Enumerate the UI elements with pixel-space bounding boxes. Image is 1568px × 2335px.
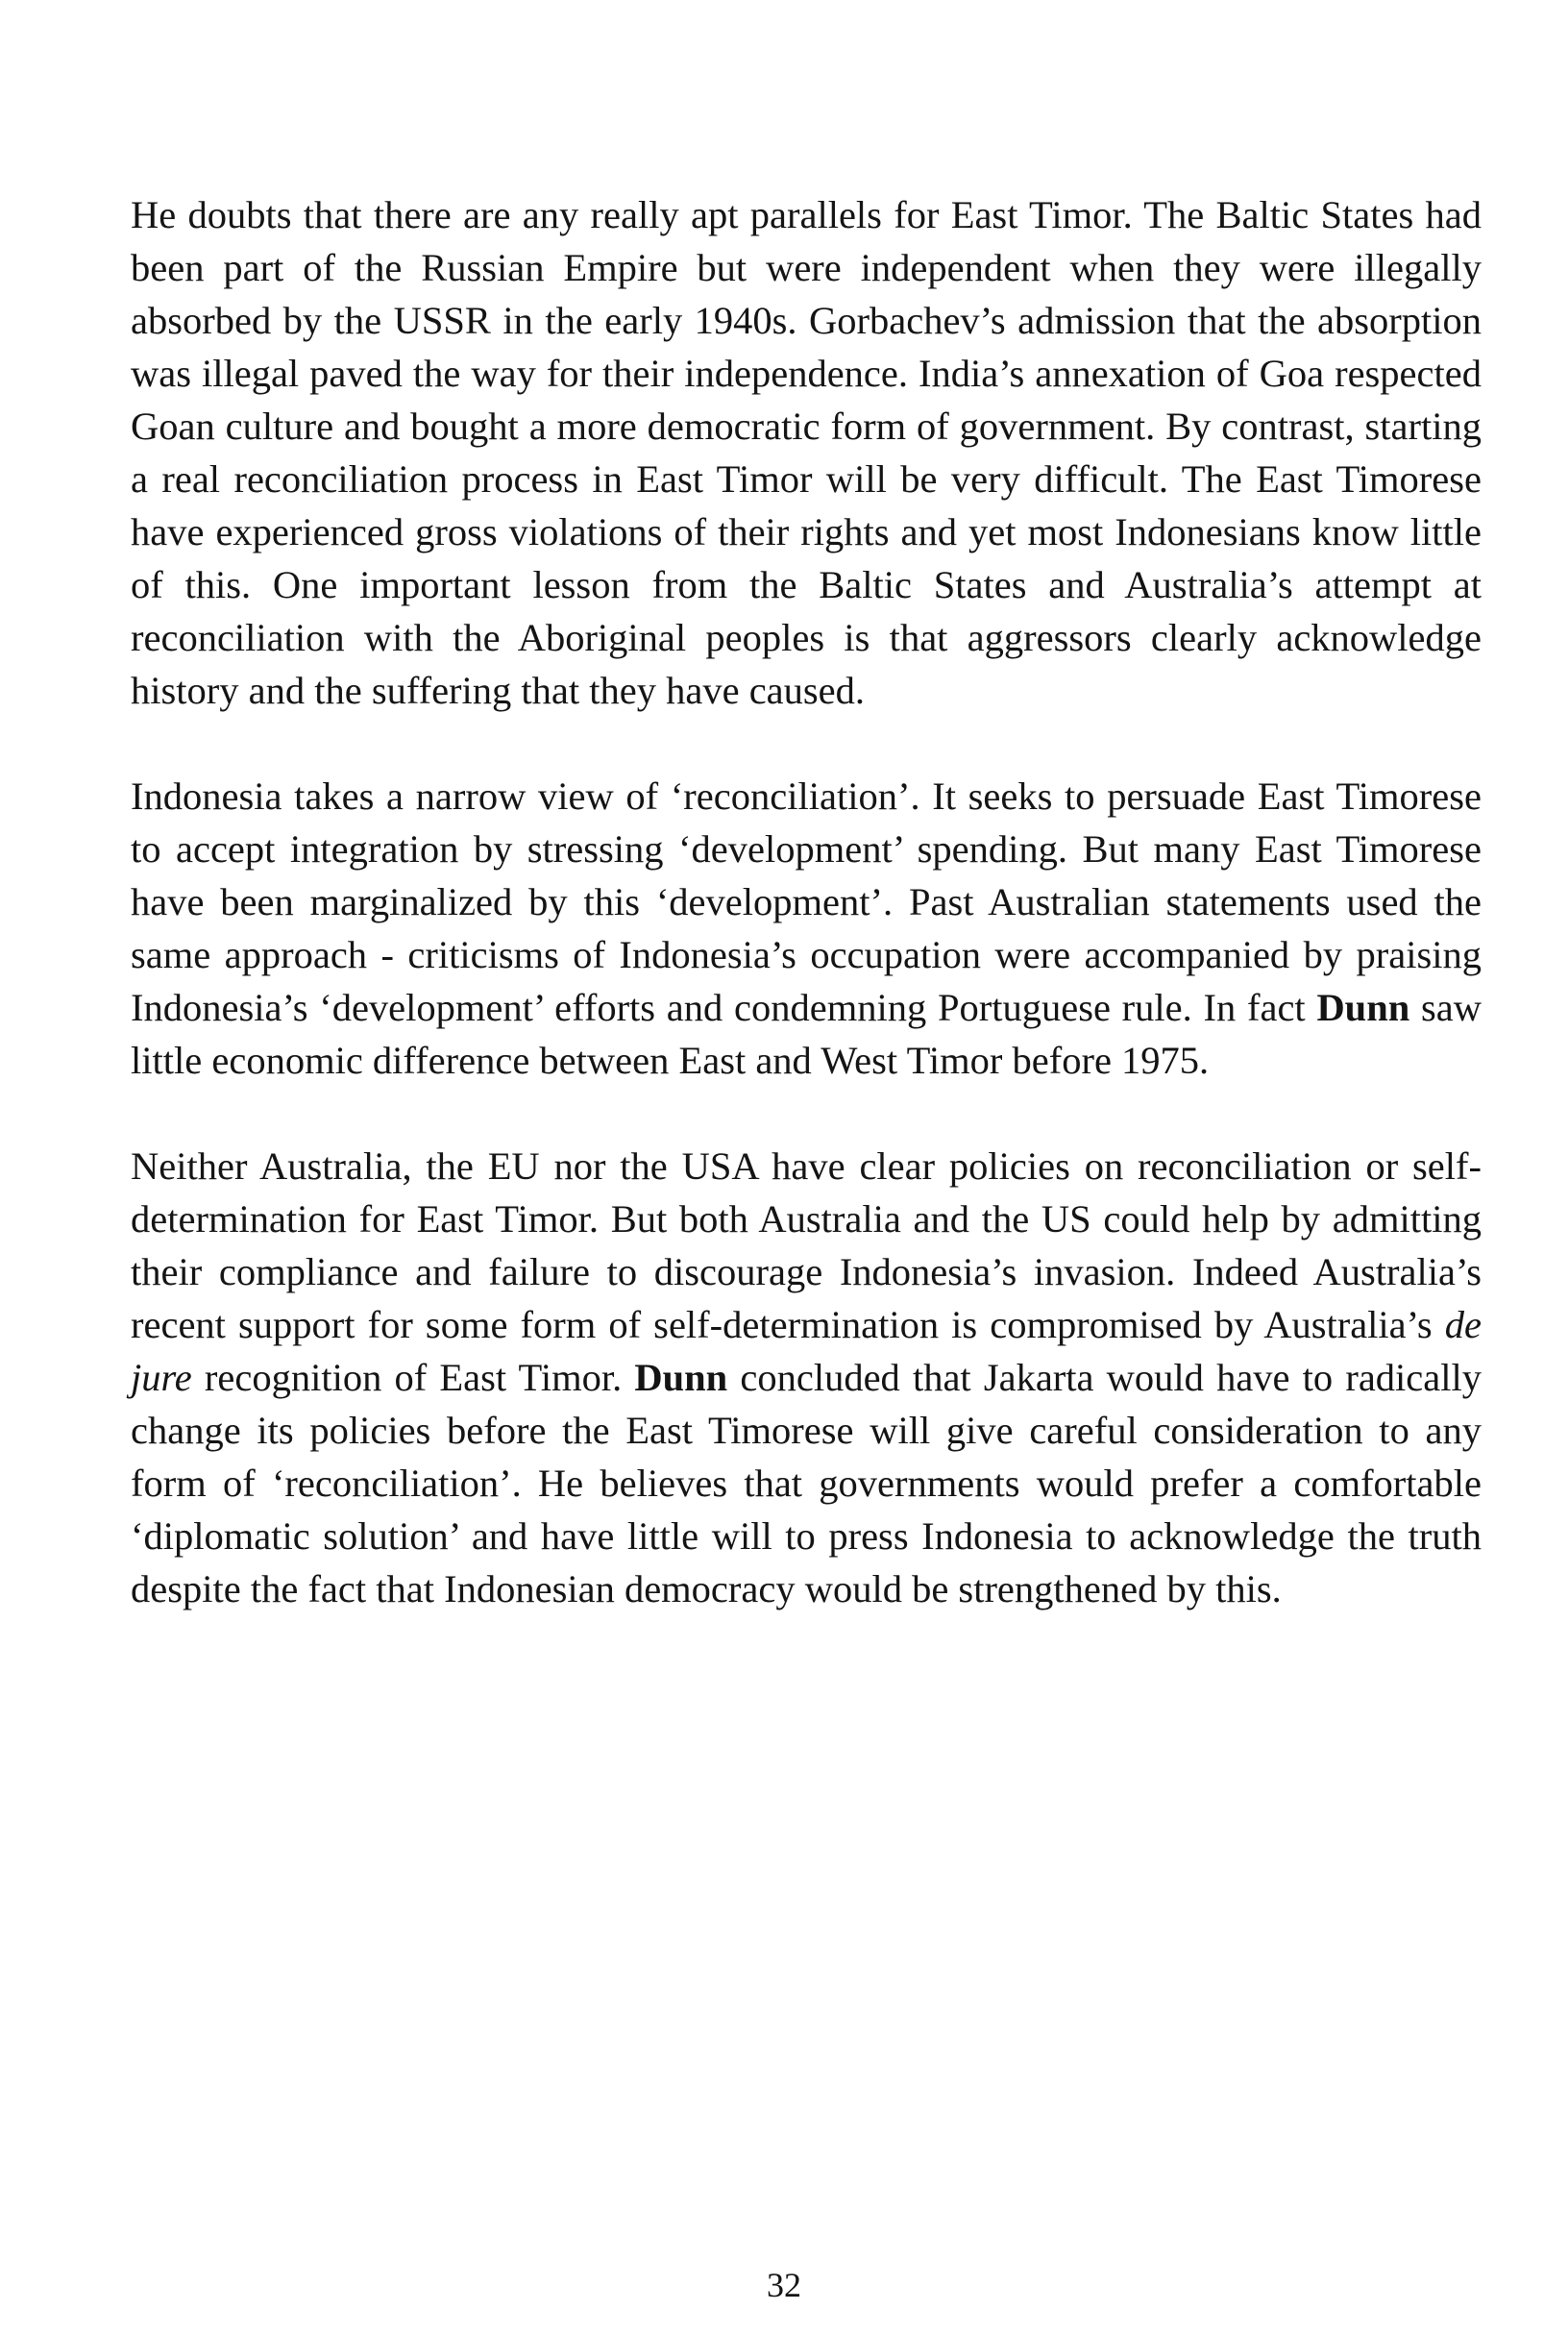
author-name-dunn: Dunn bbox=[634, 1356, 728, 1399]
paragraph-indonesia-reconciliation bbox=[131, 770, 1482, 1087]
author-name-dunn: Dunn bbox=[1316, 986, 1410, 1029]
paragraph-text: Indonesia takes a narrow view of ‘reconciliation’. It seeks to persuade East Timorese to accept integration by stressing ‘development’ spending. But many East Timorese have been marginalized by this ‘development’. Past Australian statements used the same approach - criticisms of Indonesia’s occupation were accompanied by praising Indonesia’s ‘development’ efforts and condemning Portuguese rule. In fact bbox=[131, 774, 1482, 1029]
latin-term: de jure bbox=[131, 1303, 1482, 1399]
page-number: 32 bbox=[767, 2266, 801, 2304]
page-body bbox=[131, 188, 1482, 2302]
paragraph-text: saw little economic difference between East and West Timor before 1975. bbox=[131, 986, 1482, 1082]
paragraph-text: concluded that Jakarta would have to radically change its policies before the East Timorese will give careful consideration to any form of ‘reconciliation’. He believes that governments would prefer a comfortable ‘diplomatic solution’ and have little will to press Indonesia to acknowledge the truth despite the fact that Indonesian democracy would be strengthened by this. bbox=[131, 1356, 1482, 1610]
paragraph-text: He doubts that there are any really apt parallels for East Timor. The Baltic States had been part of the Russian Empire but were independent when they were illegally absorbed by the USSR in the early 1940s. Gorbachev’s admission that the absorption was illegal paved the way for their independence. India’s annexation of Goa respected Goan culture and bought a more democratic form of government. By contrast, starting a real reconciliation process in East Timor will be very difficult. The East Timorese have experienced gross violations of their rights and yet most Indonesians know little of this. One important lesson from the Baltic States and Australia’s attempt at reconciliation with the Aboriginal peoples is that aggressors clearly acknowledge history and the suffering that they have caused. bbox=[131, 193, 1482, 712]
paragraph-text: Neither Australia, the EU nor the USA have clear policies on reconciliation or self-determination for East Timor. But both Australia and the US could help by admitting their compliance and failure to discourage Indonesia’s invasion. Indeed Australia’s recent support for some form of self-determination is compromised by Australia’s bbox=[131, 1144, 1482, 1346]
paragraph-international-policies bbox=[131, 1140, 1482, 1615]
paragraph-baltic-parallels bbox=[131, 188, 1482, 717]
paragraph-text: recognition of East Timor. bbox=[191, 1356, 635, 1399]
